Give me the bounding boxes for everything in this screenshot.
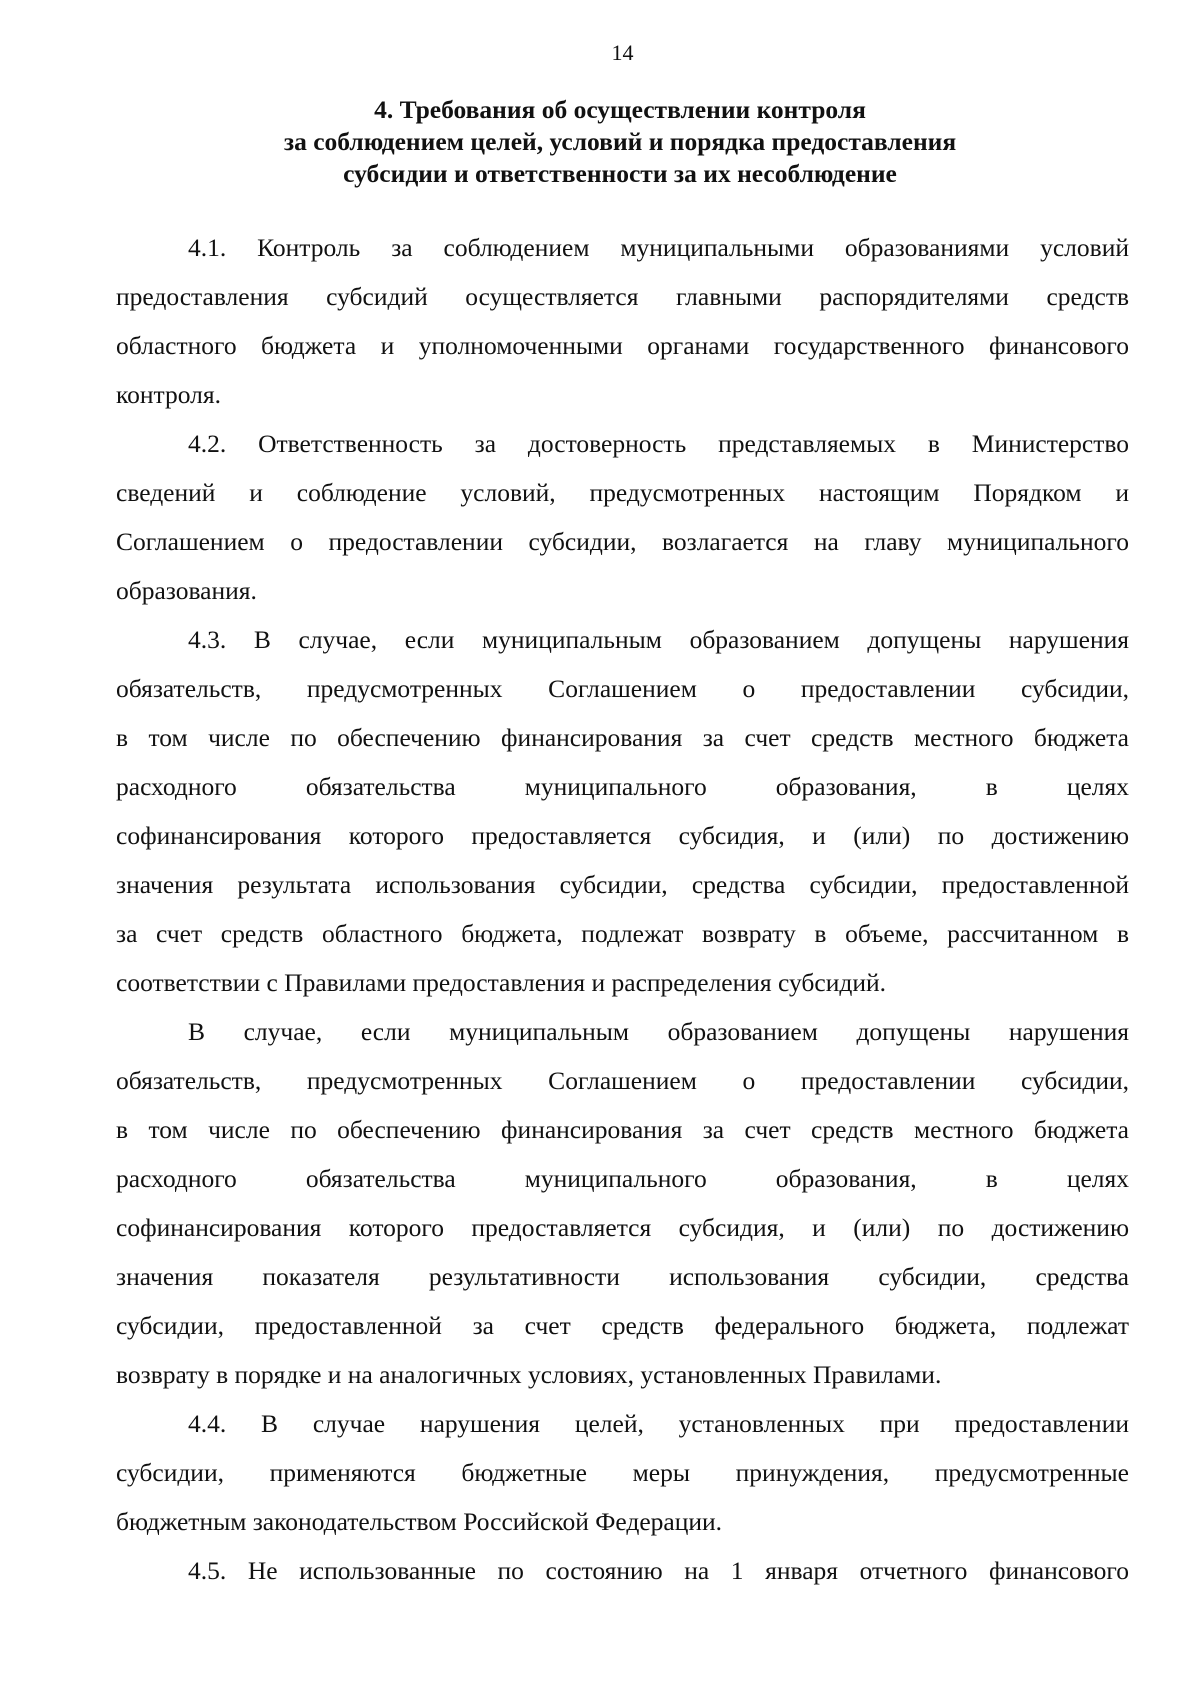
section-heading-line: субсидии и ответственности за их несоблюдение [343, 159, 897, 188]
paragraph-line: 4.2. Ответственность за достоверность представляемых в Министерство [188, 429, 1129, 458]
paragraph-4-4 [116, 1399, 1129, 1546]
paragraph-line: предоставления субсидий осуществляется главными распорядителями средств [116, 282, 1129, 311]
paragraph-line: областного бюджета и уполномоченными органами государственного финансового [116, 331, 1129, 360]
paragraph-line: возврату в порядке и на аналогичных условиях, установленных Правилами. [116, 1360, 942, 1389]
paragraph-4-3-federal [116, 1007, 1129, 1399]
paragraph-line: обязательств, предусмотренных Соглашением о предоставлении субсидии, [116, 674, 1129, 703]
paragraph-line: В случае, если муниципальным образованием допущены нарушения [188, 1017, 1129, 1046]
paragraph-line: 4.1. Контроль за соблюдением муниципальными образованиями условий [188, 233, 1129, 262]
paragraph-line: обязательств, предусмотренных Соглашением о предоставлении субсидии, [116, 1066, 1129, 1095]
paragraph-line: в том числе по обеспечению финансирования за счет средств местного бюджета [116, 1115, 1129, 1144]
paragraph-line: бюджетным законодательством Российской Федерации. [116, 1507, 723, 1536]
body-text [116, 223, 1129, 1595]
page-number: 14 [611, 40, 634, 65]
paragraph-line: в том числе по обеспечению финансирования за счет средств местного бюджета [116, 723, 1129, 752]
paragraph-4-5 [116, 1546, 1129, 1595]
paragraph-line: значения результата использования субсидии, средства субсидии, предоставленной [116, 870, 1129, 899]
paragraph-line: за счет средств областного бюджета, подлежат возврату в объеме, рассчитанном в [116, 919, 1129, 948]
paragraph-line: Соглашением о предоставлении субсидии, возлагается на главу муниципального [116, 527, 1129, 556]
paragraph-4-3 [116, 615, 1129, 1007]
paragraph-line: субсидии, применяются бюджетные меры принуждения, предусмотренные [116, 1458, 1129, 1487]
section-heading-line: за соблюдением целей, условий и порядка предоставления [283, 127, 957, 156]
paragraph-line: соответствии с Правилами предоставления и распределения субсидий. [116, 968, 886, 997]
paragraph-line: 4.4. В случае нарушения целей, установленных при предоставлении [188, 1409, 1129, 1438]
paragraph-line: софинансирования которого предоставляется субсидия, и (или) по достижению [116, 1213, 1129, 1242]
paragraph-4-1 [116, 223, 1129, 419]
section-heading-line: 4. Требования об осуществлении контроля [374, 95, 866, 124]
section-heading [170, 94, 1070, 190]
paragraph-4-2 [116, 419, 1129, 615]
paragraph-line: значения показателя результативности использования субсидии, средства [116, 1262, 1129, 1291]
paragraph-line: расходного обязательства муниципального образования, в целях [116, 772, 1129, 801]
paragraph-line: 4.3. В случае, если муниципальным образованием допущены нарушения [188, 625, 1129, 654]
paragraph-line: софинансирования которого предоставляется субсидия, и (или) по достижению [116, 821, 1129, 850]
paragraph-line: контроля. [116, 380, 221, 409]
paragraph-line: субсидии, предоставленной за счет средств федерального бюджета, подлежат [116, 1311, 1129, 1340]
paragraph-line: расходного обязательства муниципального образования, в целях [116, 1164, 1129, 1193]
paragraph-line: образования. [116, 576, 257, 605]
paragraph-line: сведений и соблюдение условий, предусмотренных настоящим Порядком и [116, 478, 1129, 507]
paragraph-line: 4.5. Не использованные по состоянию на 1 января отчетного финансового [188, 1556, 1129, 1585]
